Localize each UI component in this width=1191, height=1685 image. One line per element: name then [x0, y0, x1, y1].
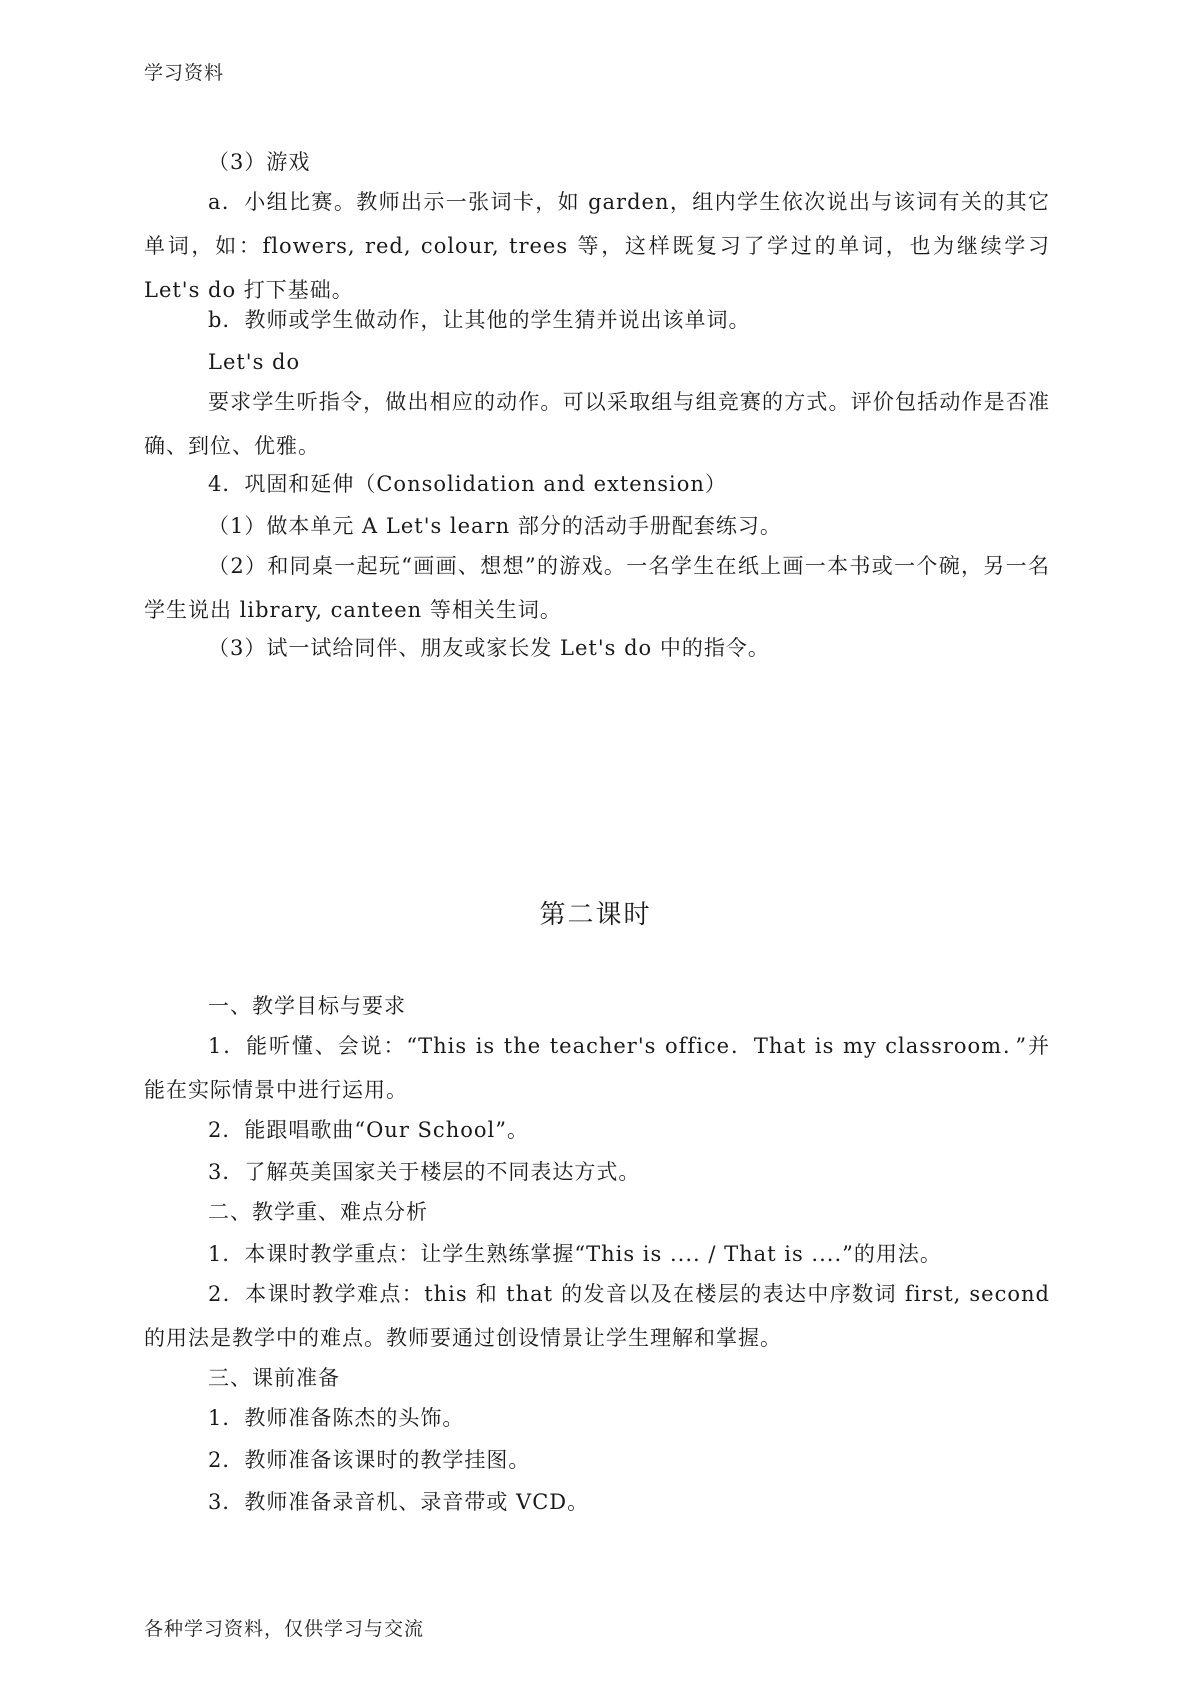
- paragraph-key-point: 1．本课时教学重点：让学生熟练掌握“This is .... / That is ....”的用法。: [208, 1242, 942, 1266]
- heading-consolidation: 4．巩固和延伸（Consolidation and extension）: [208, 472, 727, 496]
- paragraph-objective-3: 3．了解英美国家关于楼层的不同表达方式。: [208, 1160, 641, 1184]
- paragraph-prep-1: 1．教师准备陈杰的头饰。: [208, 1406, 465, 1430]
- paragraph-lets-do-instructions: 要求学生听指令，做出相应的动作。可以采取组与组竞赛的方式。评价包括动作是否准确、到位、优雅。: [144, 390, 1050, 458]
- paragraph-draw-think-game: （2）和同桌一起玩“画画、想想”的游戏。一名学生在纸上画一本书或一个碗，另一名学生说出 library, canteen 等相关生词。: [144, 554, 1050, 622]
- heading-lets-do: Let's do: [208, 350, 301, 374]
- heading-game: （3）游戏: [208, 150, 311, 174]
- paragraph-objective-1: 1．能听懂、会说：“This is the teacher's office．That is my classroom．”并能在实际情景中进行运用。: [144, 1034, 1050, 1102]
- paragraph-try-instructions: （3）试一试给同伴、朋友或家长发 Let's do 中的指令。: [208, 636, 770, 660]
- page-footer: 各种学习资料，仅供学习与交流: [144, 1618, 425, 1640]
- paragraph-action-guess: b．教师或学生做动作，让其他的学生猜并说出该单词。: [208, 308, 751, 332]
- paragraph-difficult-point: 2．本课时教学难点：this 和 that 的发音以及在楼层的表达中序数词 first, second 的用法是教学中的难点。教师要通过创设情景让学生理解和掌握。: [144, 1282, 1050, 1350]
- paragraph-activity-book: （1）做本单元 A Let's learn 部分的活动手册配套练习。: [208, 514, 782, 538]
- paragraph-prep-3: 3．教师准备录音机、录音带或 VCD。: [208, 1490, 590, 1514]
- lesson-title: 第二课时: [539, 900, 652, 930]
- heading-preparation: 三、课前准备: [208, 1366, 340, 1390]
- paragraph-group-contest: a．小组比赛。教师出示一张词卡，如 garden，组内学生依次说出与该词有关的其它单词，如：flowers, red, colour, trees 等，这样既复习了学过的单词，也为继续学习 Let's do 打下基础。: [144, 190, 1050, 302]
- heading-objectives: 一、教学目标与要求: [208, 994, 406, 1018]
- paragraph-prep-2: 2．教师准备该课时的教学挂图。: [208, 1448, 531, 1472]
- page-header: 学习资料: [144, 62, 225, 84]
- paragraph-objective-2: 2．能跟唱歌曲“Our School”。: [208, 1118, 529, 1142]
- heading-key-points: 二、教学重、难点分析: [208, 1200, 428, 1224]
